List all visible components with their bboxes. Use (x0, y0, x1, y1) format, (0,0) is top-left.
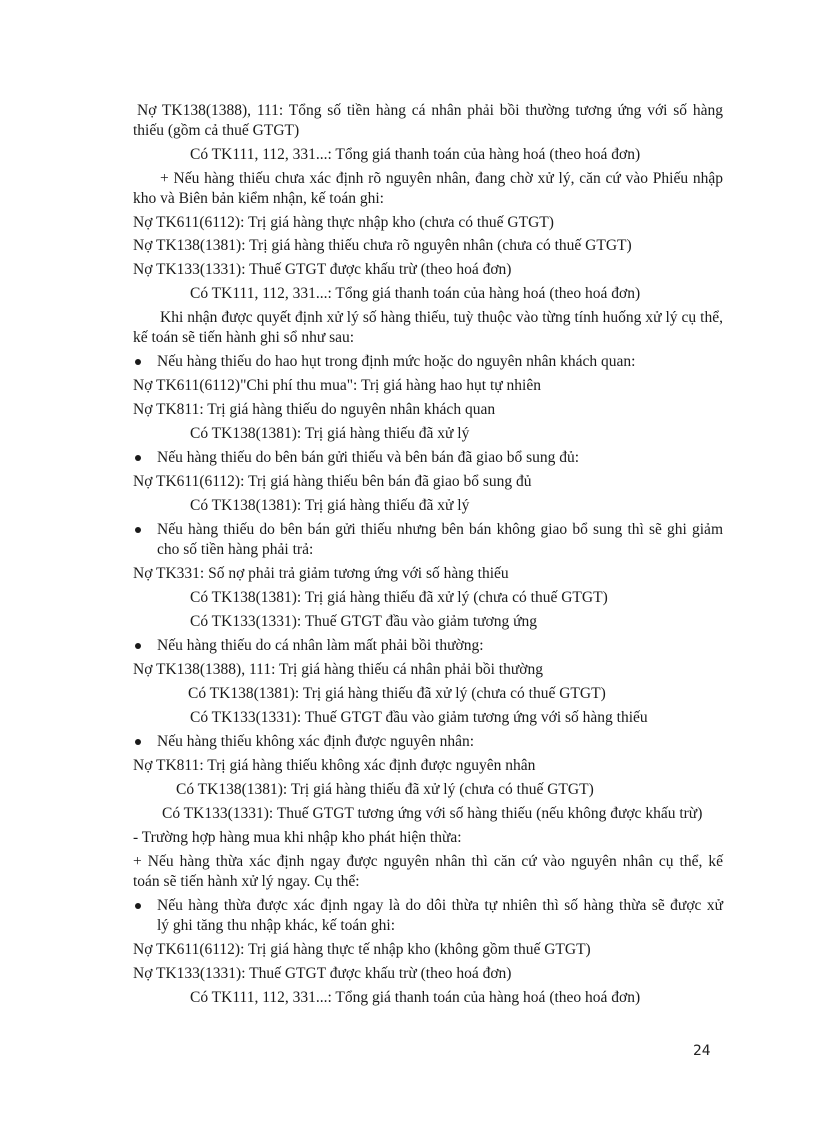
text-line: cho số tiền hàng phải trả: (157, 541, 314, 558)
text-line: Khi nhận được quyết định xử lý số hàng thiếu, tuỳ thuộc vào từng tính huống xử lý cụ thể, (160, 309, 723, 326)
text-line: Có TK138(1381): Trị giá hàng thiếu đã xử lý (190, 425, 470, 442)
text-line: Nợ TK611(6112): Trị giá hàng thiếu bên bán đã giao bổ sung đủ (133, 473, 532, 490)
text-line: Nợ TK611(6112): Trị giá hàng thực tế nhập kho (không gồm thuế GTGT) (133, 941, 591, 958)
text-line: Nếu hàng thiếu do cá nhân làm mất phải bồi thường: (157, 637, 484, 654)
text-line: Nợ TK138(1388), 111: Trị giá hàng thiếu cá nhân phải bồi thường (133, 661, 543, 678)
text-line: Nợ TK331: Số nợ phải trả giảm tương ứng với số hàng thiếu (133, 565, 509, 582)
text-line: Có TK133(1331): Thuế GTGT đầu vào giảm tương ứng với số hàng thiếu (190, 709, 648, 726)
text-line: Nợ TK611(6112): Trị giá hàng thực nhập kho (chưa có thuế GTGT) (133, 214, 554, 231)
bullet-icon (135, 739, 141, 745)
text-line: Nếu hàng thiếu do bên bán gửi thiếu và bên bán đã giao bổ sung đủ: (157, 449, 580, 466)
bullet-icon (135, 455, 141, 461)
text-line: Nợ TK133(1331): Thuế GTGT được khấu trừ (theo hoá đơn) (133, 261, 512, 278)
bullet-icon (135, 903, 141, 909)
text-line: Nợ TK133(1331): Thuế GTGT được khấu trừ (theo hoá đơn) (133, 965, 512, 982)
text-line: Có TK138(1381): Trị giá hàng thiếu đã xử lý (chưa có thuế GTGT) (176, 781, 594, 798)
text-line: Có TK111, 112, 331...: Tổng giá thanh toán của hàng hoá (theo hoá đơn) (190, 989, 641, 1006)
text-line: Nợ TK138(1381): Trị giá hàng thiếu chưa rõ nguyên nhân (chưa có thuế GTGT) (133, 237, 632, 254)
page-number: 24 (693, 1043, 711, 1059)
text-line: Có TK138(1381): Trị giá hàng thiếu đã xử lý (chưa có thuế GTGT) (188, 685, 606, 702)
text-line: Nợ TK811: Trị giá hàng thiếu do nguyên nhân khách quan (133, 401, 496, 418)
text-line: Nợ TK138(1388), 111: Tổng số tiền hàng cá nhân phải bồi thường tương ứng với số hàng (137, 102, 723, 119)
text-line: kế toán sẽ tiến hành ghi sổ như sau: (133, 329, 355, 346)
text-line: toán sẽ tiến hành xử lý ngay. Cụ thể: (133, 873, 360, 890)
text-line: Có TK111, 112, 331...: Tổng giá thanh toán của hàng hoá (theo hoá đơn) (190, 285, 641, 302)
text-line: - Trường hợp hàng mua khi nhập kho phát hiện thừa: (133, 829, 462, 846)
text-line: Có TK133(1331): Thuế GTGT tương ứng với số hàng thiếu (nếu không được khấu trừ) (162, 805, 703, 822)
text-line: Nếu hàng thiếu do bên bán gửi thiếu nhưng bên bán không giao bổ sung thì sẽ ghi giảm (157, 521, 723, 538)
text-line: + Nếu hàng thiếu chưa xác định rõ nguyên nhân, đang chờ xử lý, căn cứ vào Phiếu nhập (160, 170, 723, 187)
text-line: Nếu hàng thiếu do hao hụt trong định mức hoặc do nguyên nhân khách quan: (157, 353, 636, 370)
text-line: Nợ TK811: Trị giá hàng thiếu không xác định được nguyên nhân (133, 757, 536, 774)
text-line: kho và Biên bản kiểm nhận, kế toán ghi: (133, 190, 384, 207)
text-line: lý ghi tăng thu nhập khác, kế toán ghi: (157, 917, 396, 934)
text-line: Có TK111, 112, 331...: Tổng giá thanh toán của hàng hoá (theo hoá đơn) (190, 146, 641, 163)
text-line: Có TK138(1381): Trị giá hàng thiếu đã xử lý (190, 497, 470, 514)
bullet-icon (135, 643, 141, 649)
text-line: Nợ TK611(6112)"Chi phí thu mua": Trị giá hàng hao hụt tự nhiên (133, 377, 541, 394)
text-line: thiếu (gồm cả thuế GTGT) (133, 122, 300, 139)
text-line: + Nếu hàng thừa xác định ngay được nguyên nhân thì căn cứ vào nguyên nhân cụ thể, kế (133, 853, 723, 870)
text-line: Có TK133(1331): Thuế GTGT đầu vào giảm tương ứng (190, 613, 538, 630)
text-line: Nếu hàng thiếu không xác định được nguyên nhân: (157, 733, 475, 750)
bullet-icon (135, 359, 141, 365)
text-line: Có TK138(1381): Trị giá hàng thiếu đã xử lý (chưa có thuế GTGT) (190, 589, 608, 606)
bullet-icon (135, 527, 141, 533)
text-line: Nếu hàng thừa được xác định ngay là do dôi thừa tự nhiên thì số hàng thừa sẽ được xử (157, 897, 723, 914)
